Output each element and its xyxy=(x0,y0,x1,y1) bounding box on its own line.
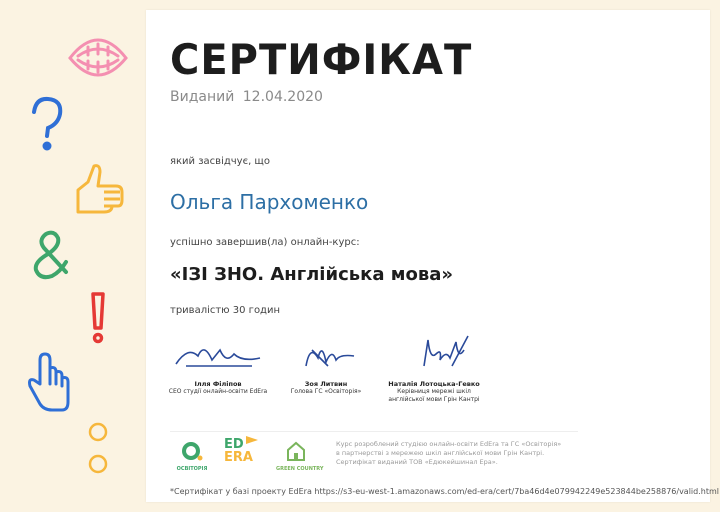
signatory-name: Ілля Філіпов xyxy=(194,380,242,388)
green-country-house-icon xyxy=(285,440,307,462)
ampersand-icon xyxy=(36,233,66,277)
signatory-name: Наталія Лотоцька-Гевко xyxy=(388,380,480,388)
osvitoria-logo xyxy=(174,440,210,472)
edera-flag-icon xyxy=(244,434,262,452)
recipient-name: Ольга Пархоменко xyxy=(170,190,369,214)
osvitoria-circle-icon xyxy=(181,440,203,462)
green-country-logo xyxy=(276,440,324,472)
osvitoria-label: ОСВІТОРІЯ xyxy=(176,466,208,472)
about-line-1: Курс розроблений студією онлайн-освіти EdEra та ГС «Освіторія» xyxy=(336,440,562,448)
decorations xyxy=(0,0,146,512)
signatory-role: Голова ГС «Освіторія» xyxy=(290,388,362,395)
edera-logo xyxy=(224,438,268,464)
thumbs-up-icon xyxy=(78,166,122,212)
signatory-role: CEO студії онлайн-освіти EdEra xyxy=(168,388,268,395)
mouth-icon xyxy=(70,40,126,75)
circle-icon xyxy=(90,456,106,472)
completed-text: успішно завершив(ла) онлайн-курс: xyxy=(170,237,360,248)
edera-line1: ED xyxy=(224,437,244,452)
course-title: «ІЗІ ЗНО. Англійська мова» xyxy=(170,264,453,285)
issued-line xyxy=(170,89,323,105)
certificate-title: СЕРТИФІКАТ xyxy=(170,36,473,85)
issued-date: 12.04.2020 xyxy=(242,89,323,105)
signatory-role-line2: англійської мови Грін Кантрі xyxy=(388,396,480,403)
green-country-label: GREEN COUNTRY xyxy=(276,466,324,472)
question-mark-icon xyxy=(34,99,60,149)
about-line-2: в партнерстві з мережею шкіл англійської мови Грін Кантрі. xyxy=(336,449,545,457)
certifies-text: який засвідчує, що xyxy=(170,156,270,167)
signatory-name: Зоя Литвин xyxy=(304,380,348,388)
circle-icon xyxy=(90,424,106,440)
issued-label: Виданий xyxy=(170,89,235,105)
signature-3 xyxy=(384,330,484,374)
signature-2 xyxy=(276,336,376,374)
edera-line2: ERA xyxy=(224,450,253,465)
about-line-3: Сертифікат виданий ТОВ «Едюкейшинал Ера». xyxy=(336,458,498,466)
exclamation-icon xyxy=(93,294,103,342)
about-text xyxy=(336,440,586,467)
signatory-role: Керівниця мережі шкіл xyxy=(397,388,471,395)
signature-block-3 xyxy=(364,330,504,404)
pointing-hand-icon xyxy=(30,354,69,410)
duration-text: тривалістю 30 годин xyxy=(170,305,281,316)
signature-1 xyxy=(168,336,268,374)
verification-footnote: *Сертифікат у базі проекту EdEra https://s3-eu-west-1.amazonaws.com/ed-era/cert/7ba46d4e079942249e523844be258876/valid.html xyxy=(170,487,719,496)
